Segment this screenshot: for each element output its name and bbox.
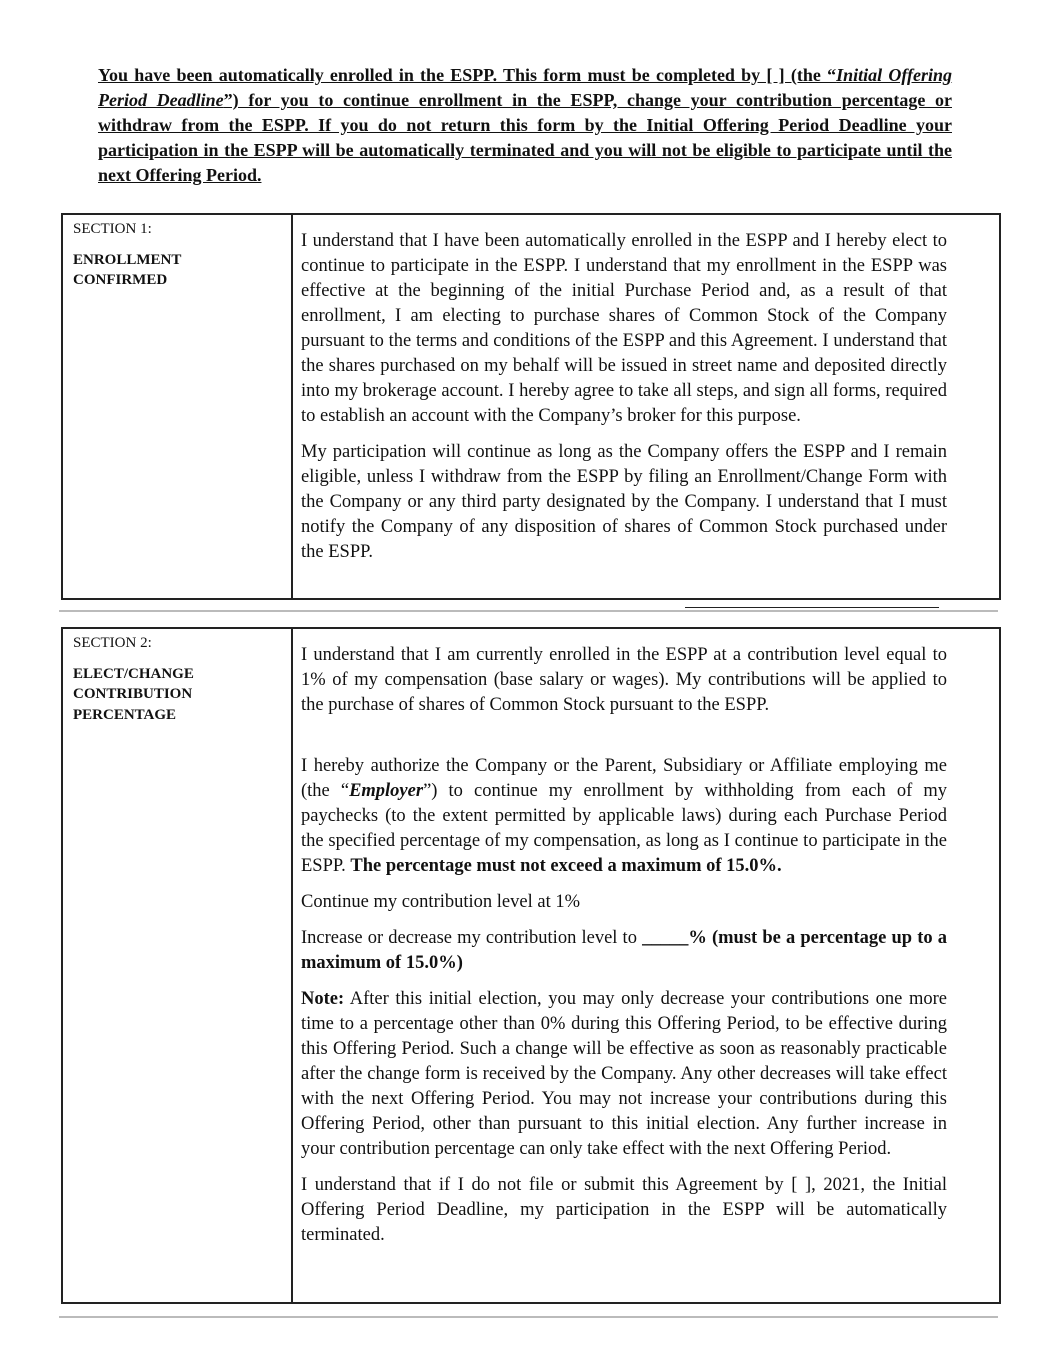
section-1-title-line2: CONFIRMED — [73, 272, 168, 288]
note-paragraph — [301, 987, 947, 1162]
section-1-title — [73, 250, 281, 291]
option-continue-contribution[interactable]: Continue my contribution level at 1% — [301, 892, 580, 912]
intro-text-part1: You have been automatically enrolled in the ESPP. This form must be completed by [ ] (the “ — [98, 65, 837, 85]
section-1-title-line1: ENROLLMENT — [73, 251, 182, 268]
intro-notice — [98, 63, 952, 188]
section-1-para-2: My participation will continue as long as the Company offers the ESPP and I remain eligible, unless I withdraw from the ESPP by filing an Enrollment/Change Form with the Company or any third party designated by the Company. I understand that I must notify the Company of any disposition of shares of Common Stock purchased under the ESPP. — [301, 442, 947, 562]
intro-text-part2: ”) for you to continue enrollment in the ESPP, change your contribution percentage or withdraw from the ESPP. If you do not return this form by the Initial Offering Period Deadline your participation in the ESPP will be automatically terminated and you will not be eligible to participate until the next Offering Period. — [98, 90, 952, 185]
section-2-title-line2: CONTRIBUTION — [73, 686, 193, 702]
section-2-body — [293, 629, 999, 1302]
section-2-final-para: I understand that if I do not file or submit this Agreement by [ ], 2021, the Initial Offering Period Deadline, my participation in the ESPP will be automatically terminated. — [301, 1175, 947, 1245]
section-2-para-2-a: I hereby authorize the Company or the Parent, Subsidiary or Affiliate employing me (the “ — [301, 756, 947, 801]
section-2-title-line3: PERCENTAGE — [73, 706, 177, 723]
max-percentage-notice: The percentage must not exceed a maximum of 15.0%. — [350, 856, 782, 876]
section-2-elect-change-contribution — [61, 627, 1001, 1304]
contribution-percentage-blank[interactable]: _____% — [642, 928, 707, 948]
section-2-title-line1: ELECT/CHANGE — [73, 665, 194, 682]
employer-term: Employer — [349, 781, 424, 801]
note-text: After this initial election, you may only decrease your contributions one more time to a percentage other than 0% during this Offering Period, to be effective during this Offering Period. Such a change will be effective as soon as reasonably practicable after the change form is received by the Company. Any other decreases will take effect with the next Offering Period. You may not increase your contributions during this Offering Period, other than pursuant to this initial election. Any further increase in your contribution percentage can only take effect with the next Offering Period. — [301, 989, 947, 1159]
option-change-contribution[interactable] — [301, 926, 947, 976]
section-2-label — [63, 629, 293, 1302]
section-2-para-1: I understand that I am currently enrolled in the ESPP at a contribution level equal to 1% of my compensation (base salary or wages). My contributions will be applied to the purchase of shares of Common Stock pursuant to the ESPP. — [301, 645, 947, 715]
section-2-title — [73, 664, 281, 726]
section-1-number: SECTION 1: — [73, 221, 152, 237]
divider-rule-2 — [59, 1316, 998, 1318]
note-label: Note: — [301, 989, 345, 1009]
section-2-para-2 — [301, 754, 947, 879]
short-divider — [685, 607, 939, 608]
section-1-body — [293, 215, 999, 598]
section-2-para-2-b: ”) to continue my enrollment by withholding from each of my paychecks (to the extent permitted by applicable laws) during each Purchase Period the specified percentage of my compensation, as long as I continue to participate in the ESPP. — [301, 781, 947, 876]
section-1-enrollment-confirmed — [61, 213, 1001, 600]
divider-rule-1 — [59, 610, 998, 612]
section-2-number: SECTION 2: — [73, 635, 152, 651]
option-change-text: Increase or decrease my contribution level to — [301, 928, 643, 948]
intro-italic-term: Initial Offering Period Deadline — [98, 65, 953, 110]
section-1-para-1: I understand that I have been automatically enrolled in the ESPP and I hereby elect to continue to participate in the ESPP. I understand that my enrollment in the ESPP was effective at the beginning of the initial Purchase Period and, as a result of that enrollment, I am electing to purchase shares of Common Stock of the Company pursuant to the terms and conditions of the ESPP and this Agreement. I understand that the shares purchased on my behalf will be issued in street name and deposited directly into my brokerage account. I hereby agree to take all steps, and sign all forms, required to establish an account with the Company’s broker for this purpose. — [301, 231, 947, 426]
option-change-constraint: (must be a percentage up to a maximum of 15.0%) — [301, 928, 947, 973]
section-1-label — [63, 215, 293, 598]
